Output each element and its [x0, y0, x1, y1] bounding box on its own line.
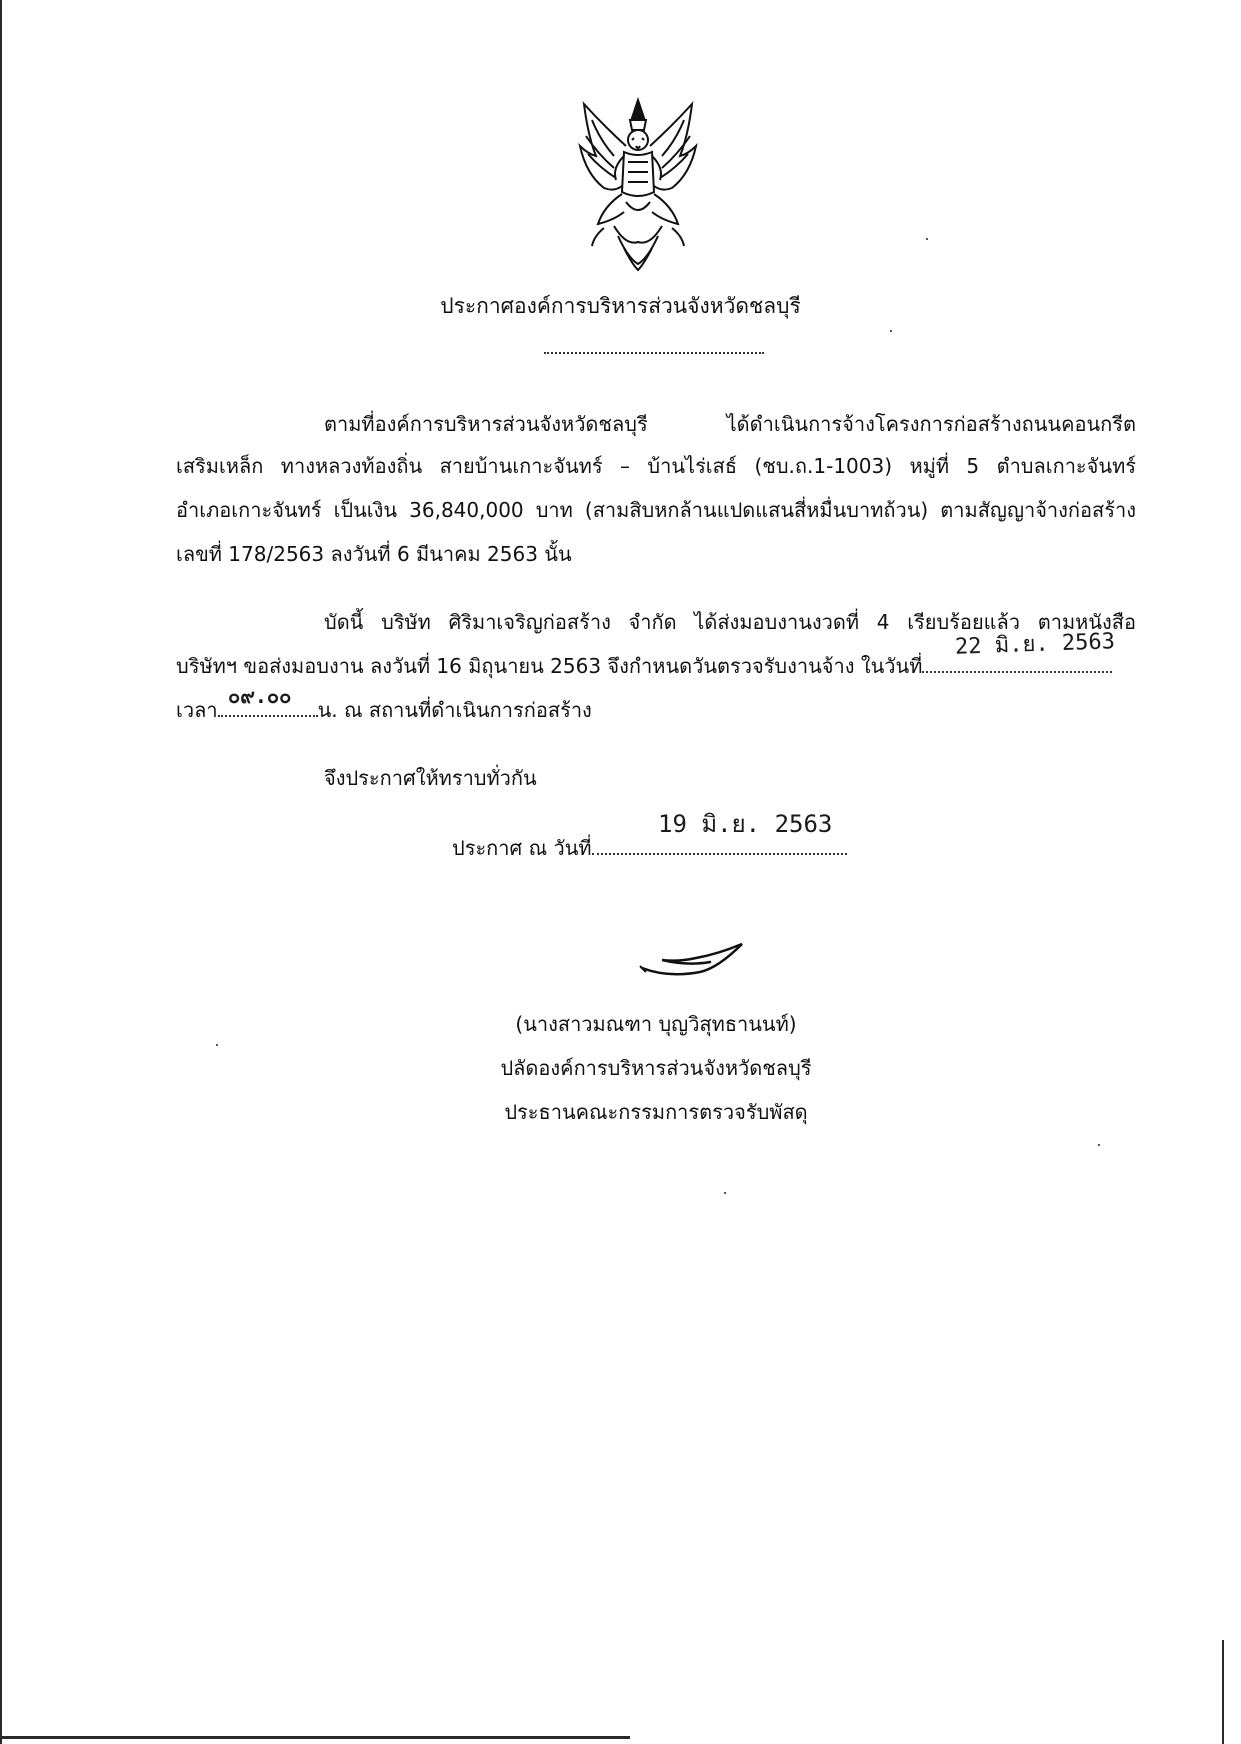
signatory-position1: ปลัดองค์การบริหารส่วนจังหวัดชลบุรี — [500, 1056, 812, 1080]
scan-speck — [926, 238, 928, 240]
inspection-time-handwritten: ๐๙.๐๐ — [228, 684, 292, 708]
time-label: เวลา — [176, 698, 218, 722]
signatory-name: (นางสาวมณฑา บุญวิสุทธานนท์) — [515, 1012, 797, 1036]
scan-speck — [890, 330, 892, 332]
announce-label: ประกาศ ณ วันที่ — [452, 836, 592, 860]
paragraph2-line2-text: บริษัทฯ ขอส่งมอบงาน ลงวันที่ 16 มิถุนายน 2563 จึงกำหนดวันตรวจรับงานจ้าง ในวันที่ — [176, 654, 923, 678]
handwritten-signature — [638, 938, 748, 984]
scan-speck — [216, 1044, 218, 1046]
signatory-position2: ประธานคณะกรรมการตรวจรับพัสดุ — [504, 1100, 808, 1124]
document-title: ประกาศองค์การบริหารส่วนจังหวัดชลบุรี — [440, 294, 801, 318]
paragraph1-line1: ตามที่องค์การบริหารส่วนจังหวัดชลบุรี ได้ดำเนินการจ้างโครงการก่อสร้างถนนคอนกรีต — [324, 412, 1136, 436]
scan-speck — [1098, 1144, 1100, 1146]
scan-speck — [724, 1192, 726, 1194]
closing-statement: จึงประกาศให้ทราบทั่วกัน — [324, 766, 537, 790]
paragraph2-line1: บัดนี้ บริษัท ศิริมาเจริญก่อสร้าง จำกัด ได้ส่งมอบงานงวดที่ 4 เรียบร้อยแล้ว ตามหนังสือ — [324, 610, 1136, 634]
inspection-date-handwritten: 22 มิ.ย. 2563 — [954, 629, 1116, 660]
scan-edge-right — [1222, 1640, 1224, 1744]
title-divider — [544, 352, 764, 354]
scan-edge-bottom — [0, 1736, 630, 1739]
paragraph1-line2: เสริมเหล็ก ทางหลวงท้องถิ่น สายบ้านเกาะจันทร์ – บ้านไร่เสธ์ (ชบ.ถ.1-1003) หมู่ที่ 5 ตำบลเกาะจันทร์ — [176, 454, 1136, 478]
scan-edge-left — [0, 0, 2, 1744]
paragraph1-line3: อำเภอเกาะจันทร์ เป็นเงิน 36,840,000 บาท (สามสิบหกล้านแปดแสนสี่หมื่นบาทถ้วน) ตามสัญญาจ้างก่อสร้าง — [176, 498, 1136, 522]
announce-date-handwritten: 19 มิ.ย. 2563 — [658, 810, 833, 838]
time-suffix: น. ณ สถานที่ดำเนินการก่อสร้าง — [317, 698, 592, 722]
paragraph1-line4: เลขที่ 178/2563 ลงวันที่ 6 มีนาคม 2563 นั้น — [176, 542, 572, 566]
garuda-emblem — [574, 96, 702, 272]
